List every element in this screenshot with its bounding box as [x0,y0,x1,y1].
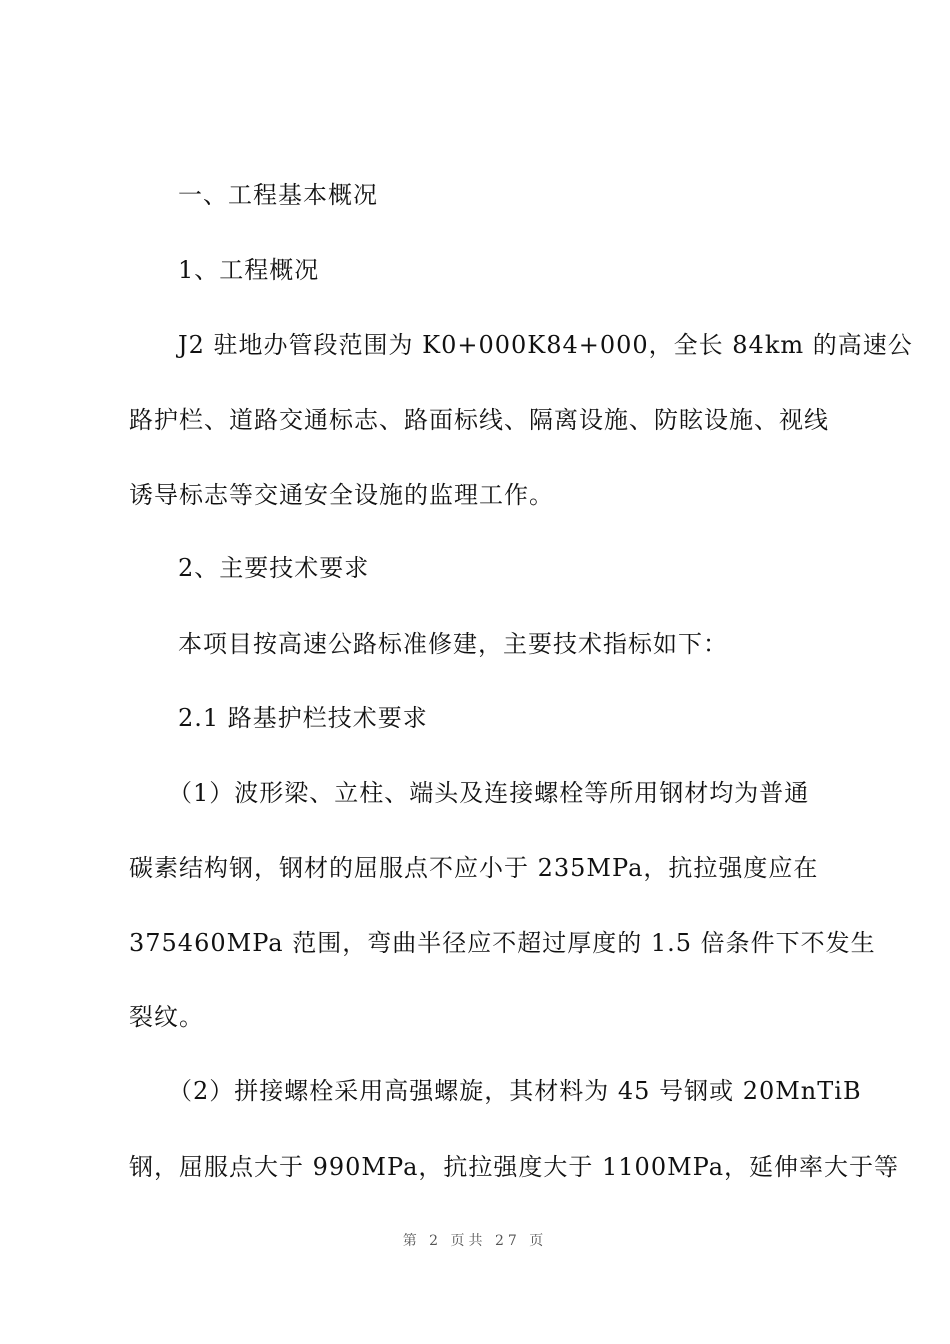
paragraph-line: J2 驻地办管段范围为 K0+000K84+000，全长 84km 的高速公 [178,331,913,359]
paragraph-line: 本项目按高速公路标准修建，主要技术指标如下： [178,630,728,658]
subsection-heading: 1、工程概况 [178,256,320,284]
paragraph-line: （1）波形梁、立柱、端头及连接螺栓等所用钢材均为普通 [168,779,810,807]
paragraph-line: 裂纹。 [129,1003,204,1031]
paragraph-line: 碳素结构钢，钢材的屈服点不应小于 235MPa，抗拉强度应在 [129,854,819,882]
paragraph-line: 诱导标志等交通安全设施的监理工作。 [129,481,554,509]
page-number-footer: 第 2 页共 27 页 [402,1233,548,1249]
paragraph-line: 路护栏、道路交通标志、路面标线、隔离设施、防眩设施、视线 [129,406,829,434]
subsection-heading: 2.1 路基护栏技术要求 [178,704,428,732]
paragraph-line: （2）拼接螺栓采用高强螺旋，其材料为 45 号钢或 20MnTiB [168,1077,862,1105]
paragraph-line: 钢，屈服点大于 990MPa，抗拉强度大于 1100MPa，延伸率大于等 [129,1153,900,1181]
subsection-heading: 2、主要技术要求 [178,554,370,582]
paragraph-line: 375460MPa 范围，弯曲半径应不超过厚度的 1.5 倍条件下不发生 [129,929,876,957]
section-heading: 一、工程基本概况 [178,181,378,209]
